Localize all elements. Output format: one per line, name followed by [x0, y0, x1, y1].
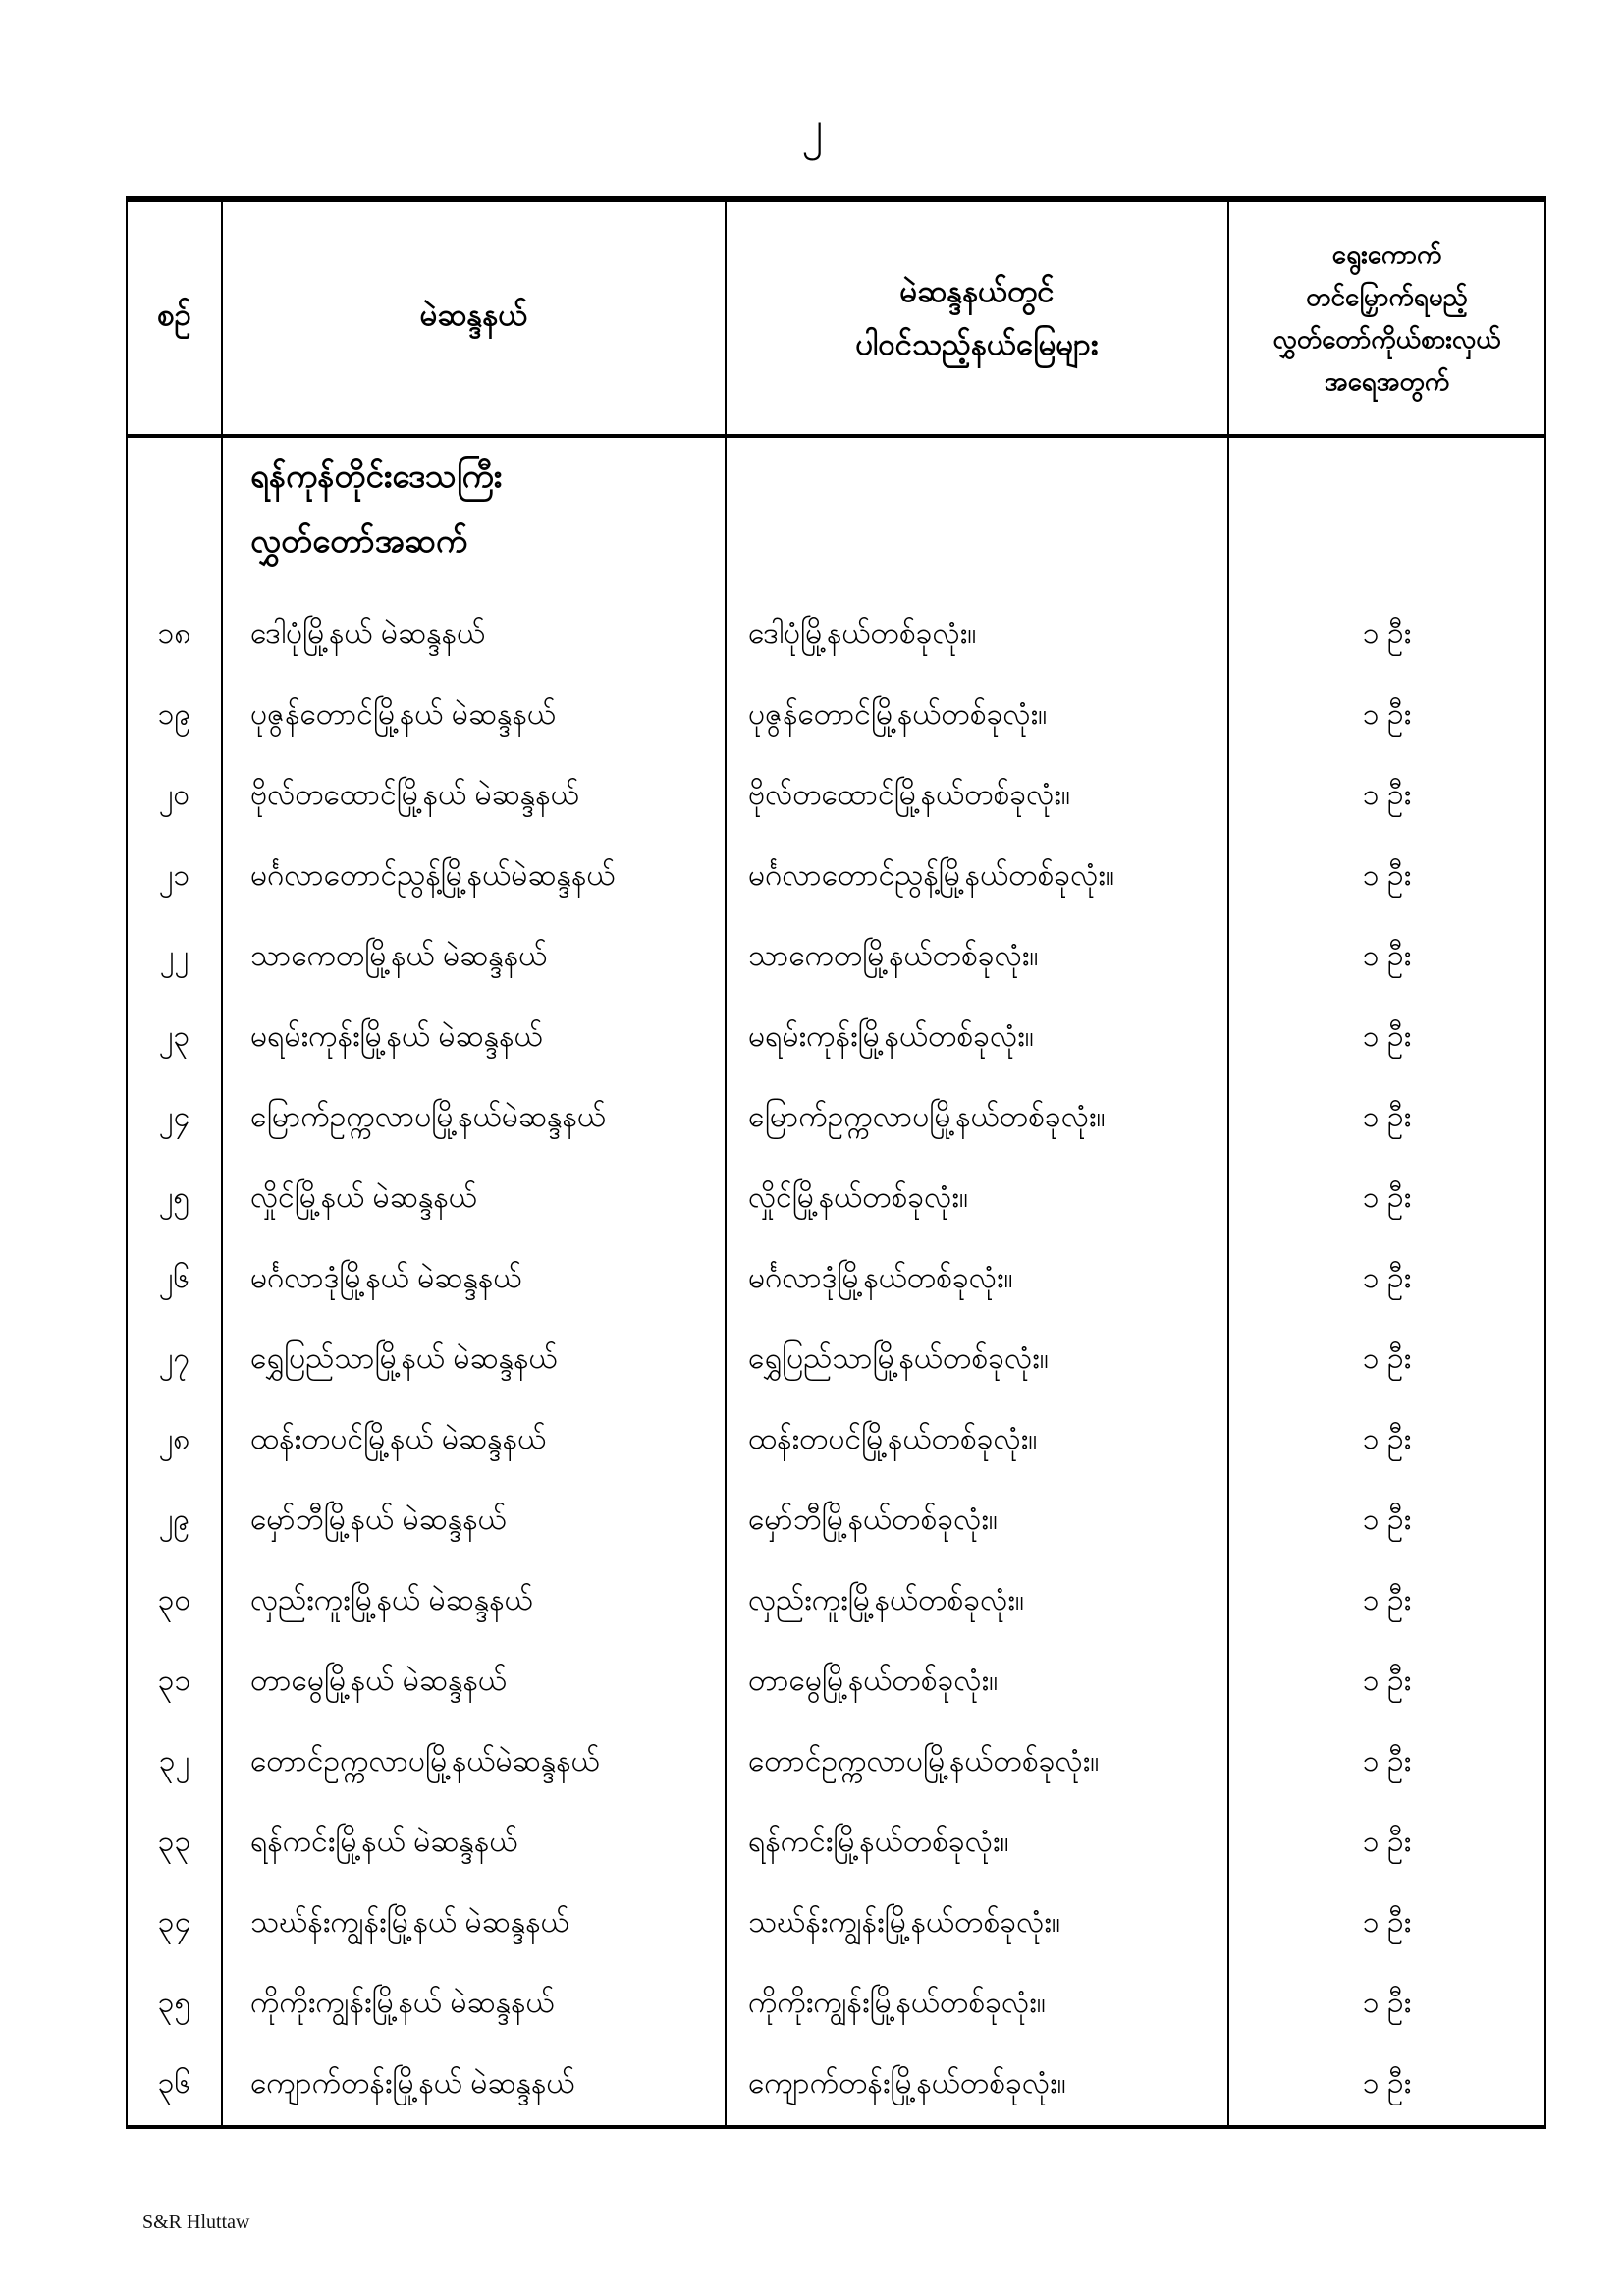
header-representatives-line4: အရေအတွက် — [1324, 365, 1450, 396]
section-areas-cell — [727, 438, 1229, 595]
representative-count: ၁ ဦး — [1362, 697, 1412, 731]
constituency-cell — [223, 998, 727, 1078]
constituency-name: ပုဇွန်တောင်မြို့နယ် မဲဆန္ဒနယ် — [250, 697, 557, 731]
areas-cell — [727, 595, 1229, 676]
serial-cell — [128, 1078, 223, 1159]
serial-number: ၂၃ — [158, 1019, 190, 1053]
table-row — [128, 1561, 1544, 1642]
representative-count: ၁ ဦး — [1362, 1905, 1412, 1939]
constituency-name: ကိုကိုးကျွန်းမြို့နယ် မဲဆန္ဒနယ် — [250, 1986, 555, 2019]
constituency-name: သာကေတမြို့နယ် မဲဆန္ဒနယ် — [250, 939, 548, 972]
table-row — [128, 595, 1544, 676]
serial-cell — [128, 595, 223, 676]
areas-text: မင်္ဂလာဒုံမြို့နယ်တစ်ခုလုံး။ — [748, 1261, 1013, 1294]
serial-cell — [128, 756, 223, 837]
representative-count: ၁ ဦး — [1362, 1180, 1412, 1214]
constituency-cell — [223, 1803, 727, 1884]
serial-cell — [128, 917, 223, 998]
constituency-cell — [223, 1078, 727, 1159]
constituency-name: မရမ်းကုန်းမြို့နယ် မဲဆန္ဒနယ် — [250, 1019, 543, 1053]
serial-number: ၁၈ — [157, 617, 191, 650]
table-row — [128, 1481, 1544, 1561]
count-cell — [1229, 2045, 1544, 2125]
areas-cell — [727, 1078, 1229, 1159]
header-areas-line1: မဲဆန္ဒနယ်တွင် — [899, 273, 1055, 308]
count-cell — [1229, 1561, 1544, 1642]
constituency-name: လှိုင်မြို့နယ် မဲဆန္ဒနယ် — [250, 1180, 477, 1214]
areas-cell — [727, 1964, 1229, 2045]
constituency-name: ရန်ကင်းမြို့နယ် မဲဆန္ဒနယ် — [250, 1825, 518, 1858]
serial-number: ၃၅ — [157, 1986, 191, 2019]
header-constituency-label: မဲဆန္ဒနယ် — [419, 298, 528, 332]
serial-cell — [128, 1884, 223, 1964]
serial-cell — [128, 837, 223, 917]
representative-count: ၁ ဦး — [1362, 1664, 1412, 1697]
areas-text: သဃ်န်းကျွန်းမြို့နယ်တစ်ခုလုံး။ — [748, 1905, 1060, 1939]
areas-cell — [727, 1803, 1229, 1884]
constituency-name: ရွှေပြည်သာမြို့နယ် မဲဆန္ဒနယ် — [250, 1341, 558, 1375]
table-header-row — [128, 202, 1544, 438]
areas-cell — [727, 1884, 1229, 1964]
constituency-cell — [223, 2045, 727, 2125]
page-number: ၂ — [801, 103, 823, 151]
constituency-cell — [223, 756, 727, 837]
representative-count: ၁ ဦး — [1362, 858, 1412, 892]
section-serial-cell — [128, 438, 223, 595]
count-cell — [1229, 1078, 1544, 1159]
serial-cell — [128, 998, 223, 1078]
constituency-name: ကျောက်တန်းမြို့နယ် မဲဆန္ဒနယ် — [250, 2066, 575, 2100]
table-row — [128, 2045, 1544, 2125]
serial-cell — [128, 1400, 223, 1481]
representative-count: ၁ ဦး — [1362, 1261, 1412, 1294]
areas-cell — [727, 998, 1229, 1078]
table-row — [128, 1884, 1544, 1964]
areas-cell — [727, 1239, 1229, 1320]
areas-text: ထန်းတပင်မြို့နယ်တစ်ခုလုံး။ — [748, 1422, 1038, 1455]
table-row — [128, 1964, 1544, 2045]
areas-text: တာမွေမြို့နယ်တစ်ခုလုံး။ — [748, 1664, 999, 1697]
header-serial-label: စဉ် — [157, 298, 191, 332]
areas-text: မှော်ဘီမြို့နယ်တစ်ခုလုံး။ — [748, 1503, 998, 1536]
table-row — [128, 1239, 1544, 1320]
constituency-name: ဗိုလ်တထောင်မြို့နယ် မဲဆန္ဒနယ် — [250, 778, 579, 811]
representative-count: ၁ ဦး — [1362, 1503, 1412, 1536]
constituency-name: မှော်ဘီမြို့နယ် မဲဆန္ဒနယ် — [250, 1503, 507, 1536]
count-cell — [1229, 1642, 1544, 1722]
serial-cell — [128, 1320, 223, 1400]
serial-cell — [128, 1239, 223, 1320]
count-cell — [1229, 1884, 1544, 1964]
serial-number: ၂၁ — [158, 858, 190, 892]
areas-cell — [727, 837, 1229, 917]
areas-text: ဒေါပုံမြို့နယ်တစ်ခုလုံး။ — [748, 617, 977, 650]
table-row — [128, 756, 1544, 837]
constituency-name: ထန်းတပင်မြို့နယ် မဲဆန္ဒနယ် — [250, 1422, 547, 1455]
table-row — [128, 1320, 1544, 1400]
areas-text: တောင်ဥက္ကလာပမြို့နယ်တစ်ခုလုံး။ — [748, 1744, 1100, 1777]
header-representatives-line3: လွှတ်တော်ကိုယ်စားလှယ် — [1272, 324, 1501, 354]
areas-text: ရွှေပြည်သာမြို့နယ်တစ်ခုလုံး။ — [748, 1341, 1049, 1375]
section-count-cell — [1229, 438, 1544, 595]
serial-cell — [128, 1481, 223, 1561]
serial-number: ၂၂ — [159, 939, 189, 972]
constituency-cell — [223, 837, 727, 917]
serial-cell — [128, 1964, 223, 2045]
header-cell-areas — [727, 202, 1229, 434]
constituency-name: တောင်ဥက္ကလာပမြို့နယ်မဲဆန္ဒနယ် — [250, 1744, 600, 1777]
constituency-name: မင်္ဂလာတောင်ညွန့်မြို့နယ်မဲဆန္ဒနယ် — [250, 858, 616, 892]
count-cell — [1229, 1159, 1544, 1239]
representative-count: ၁ ဦး — [1362, 1825, 1412, 1858]
constituency-cell — [223, 1964, 727, 2045]
count-cell — [1229, 1481, 1544, 1561]
constituency-cell — [223, 1400, 727, 1481]
constituency-cell — [223, 676, 727, 756]
serial-number: ၂၄ — [158, 1100, 190, 1133]
areas-cell — [727, 756, 1229, 837]
count-cell — [1229, 756, 1544, 837]
areas-text: လှည်းကူးမြို့နယ်တစ်ခုလုံး။ — [748, 1583, 1024, 1616]
constituency-name: ဒေါပုံမြို့နယ် မဲဆန္ဒနယ် — [250, 617, 486, 650]
header-representatives-line1: ရွေးကောက် — [1331, 240, 1442, 270]
representative-count: ၁ ဦး — [1362, 617, 1412, 650]
representative-count: ၁ ဦး — [1362, 939, 1412, 972]
representative-count: ၁ ဦး — [1362, 1986, 1412, 2019]
count-cell — [1229, 837, 1544, 917]
serial-number: ၂၀ — [158, 778, 190, 811]
table-row — [128, 1642, 1544, 1722]
count-cell — [1229, 1722, 1544, 1803]
serial-number: ၁၉ — [157, 697, 191, 731]
representative-count: ၁ ဦး — [1362, 778, 1412, 811]
areas-cell — [727, 1159, 1229, 1239]
table-row — [128, 1078, 1544, 1159]
header-cell-constituency — [223, 202, 727, 434]
representative-count: ၁ ဦး — [1362, 1341, 1412, 1375]
table-row — [128, 1400, 1544, 1481]
table-row — [128, 917, 1544, 998]
areas-text: ပုဇွန်တောင်မြို့နယ်တစ်ခုလုံး။ — [748, 697, 1048, 731]
count-cell — [1229, 1803, 1544, 1884]
representative-count: ၁ ဦး — [1362, 2066, 1412, 2100]
constituency-cell — [223, 1561, 727, 1642]
table-row — [128, 676, 1544, 756]
header-cell-serial — [128, 202, 223, 434]
count-cell — [1229, 676, 1544, 756]
table-row — [128, 1159, 1544, 1239]
count-cell — [1229, 1239, 1544, 1320]
areas-text: ကိုကိုးကျွန်းမြို့နယ်တစ်ခုလုံး။ — [748, 1986, 1046, 2019]
constituency-cell — [223, 1884, 727, 1964]
constituency-cell — [223, 595, 727, 676]
areas-cell — [727, 2045, 1229, 2125]
areas-text: ဗိုလ်တထောင်မြို့နယ်တစ်ခုလုံး။ — [748, 778, 1070, 811]
areas-cell — [727, 1561, 1229, 1642]
footer-watermark: S&R Hluttaw — [142, 2212, 250, 2233]
serial-number: ၃၃ — [157, 1825, 191, 1858]
serial-cell — [128, 1642, 223, 1722]
constituency-cell — [223, 1320, 727, 1400]
serial-number: ၃၁ — [157, 1664, 191, 1697]
serial-cell — [128, 2045, 223, 2125]
header-representatives-line2: တင်မြှောက်ရမည့် — [1306, 282, 1468, 312]
areas-cell — [727, 917, 1229, 998]
areas-text: လှိုင်မြို့နယ်တစ်ခုလုံး။ — [748, 1180, 969, 1214]
constituency-cell — [223, 1239, 727, 1320]
constituency-cell — [223, 1642, 727, 1722]
areas-cell — [727, 1320, 1229, 1400]
count-cell — [1229, 917, 1544, 998]
count-cell — [1229, 1964, 1544, 2045]
count-cell — [1229, 998, 1544, 1078]
constituency-cell — [223, 1481, 727, 1561]
table-row — [128, 837, 1544, 917]
areas-cell — [727, 1722, 1229, 1803]
serial-cell — [128, 676, 223, 756]
table-row — [128, 1722, 1544, 1803]
count-cell — [1229, 595, 1544, 676]
representative-count: ၁ ဦး — [1362, 1422, 1412, 1455]
areas-text: သာကေတမြို့နယ်တစ်ခုလုံး။ — [748, 939, 1039, 972]
serial-number: ၃၀ — [157, 1583, 191, 1616]
section-title — [223, 438, 727, 595]
header-cell-representatives — [1229, 202, 1544, 434]
areas-text: မြောက်ဥက္ကလာပမြို့နယ်တစ်ခုလုံး။ — [748, 1100, 1106, 1133]
representative-count: ၁ ဦး — [1362, 1583, 1412, 1616]
serial-number: ၃၂ — [158, 1744, 190, 1777]
header-areas-line2: ပါဝင်သည့်နယ်မြေများ — [855, 327, 1099, 361]
serial-number: ၃၄ — [157, 1905, 191, 1939]
constituency-cell — [223, 917, 727, 998]
table-row — [128, 998, 1544, 1078]
representative-count: ၁ ဦး — [1362, 1100, 1412, 1133]
constituency-name: မြောက်ဥက္ကလာပမြို့နယ်မဲဆန္ဒနယ် — [250, 1100, 607, 1133]
section-header-row — [128, 438, 1544, 595]
constituency-cell — [223, 1159, 727, 1239]
areas-text: မင်္ဂလာတောင်ညွန့်မြို့နယ်တစ်ခုလုံး။ — [748, 858, 1114, 892]
serial-number: ၂၇ — [158, 1341, 190, 1375]
serial-cell — [128, 1159, 223, 1239]
constituency-name: တာမွေမြို့နယ် မဲဆန္ဒနယ် — [250, 1664, 508, 1697]
constituency-name: လှည်းကူးမြို့နယ် မဲဆန္ဒနယ် — [250, 1583, 533, 1616]
areas-cell — [727, 676, 1229, 756]
table-row — [128, 1803, 1544, 1884]
areas-text: ကျောက်တန်းမြို့နယ်တစ်ခုလုံး။ — [748, 2066, 1066, 2100]
section-title-line2: လွှတ်တော်အဆက် — [250, 522, 468, 559]
section-title-line1: ရန်ကုန်တိုင်းဒေသကြီး — [250, 458, 503, 494]
serial-cell — [128, 1561, 223, 1642]
serial-cell — [128, 1803, 223, 1884]
areas-cell — [727, 1400, 1229, 1481]
representative-count: ၁ ဦး — [1362, 1019, 1412, 1053]
serial-number: ၂၆ — [158, 1261, 190, 1294]
constituency-name: မင်္ဂလာဒုံမြို့နယ် မဲဆန္ဒနယ် — [250, 1261, 522, 1294]
areas-cell — [727, 1481, 1229, 1561]
serial-number: ၂၅ — [158, 1180, 190, 1214]
count-cell — [1229, 1320, 1544, 1400]
constituency-name: သဃ်န်းကျွန်းမြို့နယ် မဲဆန္ဒနယ် — [250, 1905, 569, 1939]
serial-cell — [128, 1722, 223, 1803]
constituency-cell — [223, 1722, 727, 1803]
serial-number: ၂၉ — [158, 1503, 190, 1536]
areas-text: မရမ်းကုန်းမြို့နယ်တစ်ခုလုံး။ — [748, 1019, 1034, 1053]
constituency-table — [126, 196, 1546, 2129]
areas-text: ရန်ကင်းမြို့နယ်တစ်ခုလုံး။ — [748, 1825, 1009, 1858]
serial-number: ၂၈ — [158, 1422, 190, 1455]
representative-count: ၁ ဦး — [1362, 1744, 1412, 1777]
count-cell — [1229, 1400, 1544, 1481]
areas-cell — [727, 1642, 1229, 1722]
serial-number: ၃၆ — [157, 2066, 191, 2100]
